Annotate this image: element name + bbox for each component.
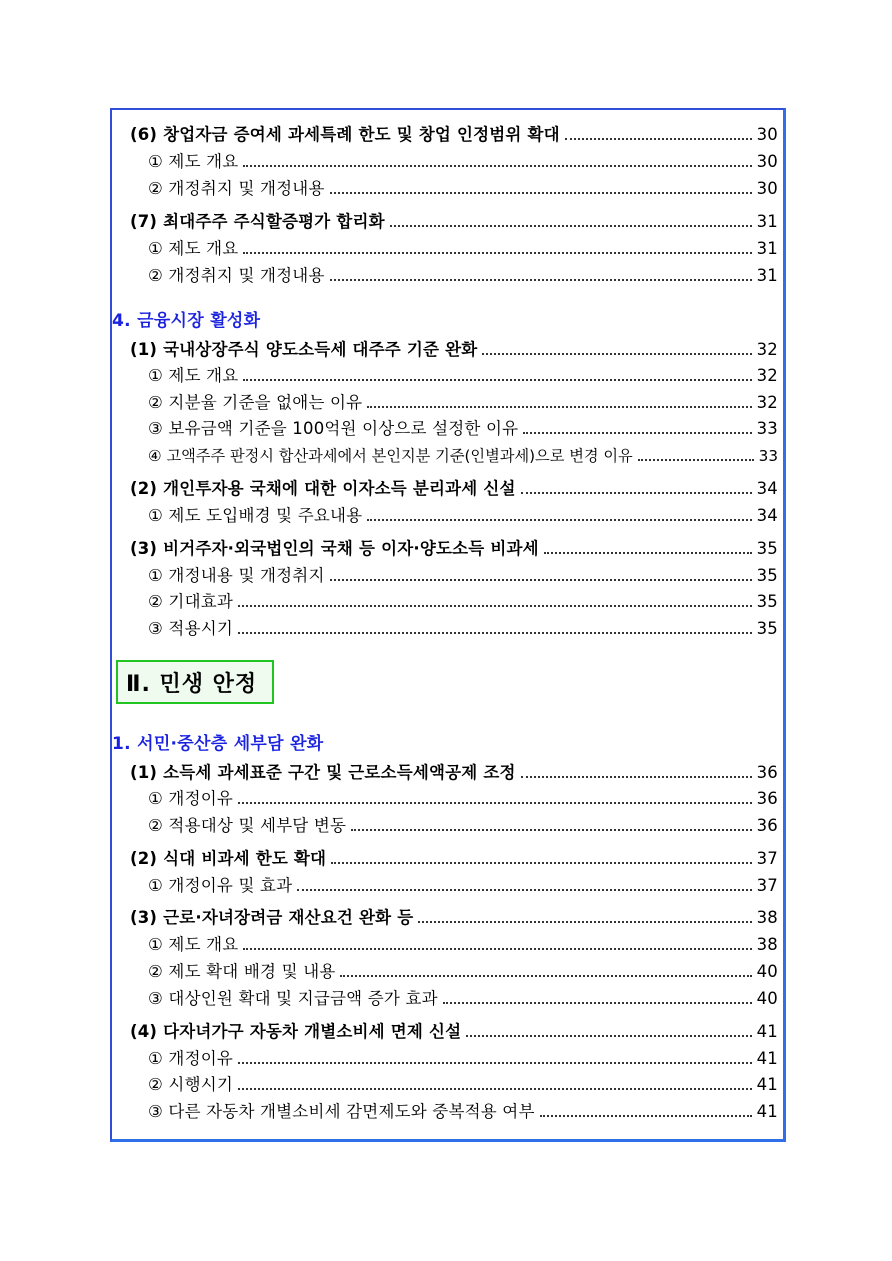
page-number: 31: [756, 212, 778, 231]
page-number: 30: [756, 152, 778, 171]
toc-subentry[interactable]: [148, 266, 778, 286]
leader-dots: [482, 353, 751, 355]
leader-dots: [367, 406, 751, 408]
toc-subentry[interactable]: [148, 446, 778, 466]
leader-dots: [238, 605, 752, 607]
toc-entry[interactable]: [130, 539, 778, 559]
leader-dots: [243, 379, 751, 381]
toc-subentry[interactable]: [148, 619, 778, 639]
page-number: 40: [756, 989, 778, 1008]
leader-dots: [351, 829, 751, 831]
toc-subentry[interactable]: [148, 239, 778, 259]
leader-dots: [521, 492, 752, 494]
entry-title: ④ 고액주주 판정시 합산과세에서 본인지분 기준(인별과세)으로 변경 이유: [148, 447, 633, 465]
toc-subentry[interactable]: [148, 179, 778, 199]
entry-title: ③ 보유금액 기준을 100억원 이상으로 설정한 이유: [148, 419, 519, 438]
entry-title: ① 제도 도입배경 및 주요내용: [148, 506, 363, 525]
page-number: 33: [758, 447, 778, 465]
entry-title: ① 제도 개요: [148, 366, 239, 385]
section-heading[interactable]: 1. 서민·중산층 세부담 완화: [112, 734, 324, 754]
entry-title: (7) 최대주주 주식할증평가 합리화: [130, 212, 385, 231]
entry-title: (4) 다자녀가구 자동차 개별소비세 면제 신설: [130, 1022, 462, 1041]
entry-title: (1) 소득세 과세표준 구간 및 근로소득세액공제 조정: [130, 763, 516, 782]
toc-subentry[interactable]: [148, 393, 778, 413]
page-number: 41: [756, 1102, 778, 1121]
page-number: 34: [756, 506, 778, 525]
entry-title: ② 기대효과: [148, 592, 233, 611]
leader-dots: [638, 459, 754, 461]
page-number: 41: [756, 1075, 778, 1094]
entry-title: ① 개정이유: [148, 1049, 233, 1068]
toc-entry[interactable]: [130, 479, 778, 499]
entry-title: ③ 적용시기: [148, 619, 233, 638]
leader-dots: [330, 279, 752, 281]
leader-dots: [521, 776, 752, 778]
toc-subentry[interactable]: [148, 876, 778, 896]
toc-entry[interactable]: [130, 125, 778, 145]
leader-dots: [340, 975, 751, 977]
toc-subentry[interactable]: [148, 506, 778, 526]
entry-title: ② 지분율 기준을 없애는 이유: [148, 393, 363, 412]
leader-dots: [418, 921, 751, 923]
page-number: 32: [756, 366, 778, 385]
entry-title: (1) 국내상장주식 양도소득세 대주주 기준 완화: [130, 340, 478, 359]
entry-title: (3) 근로·자녀장려금 재산요건 완화 등: [130, 908, 414, 927]
entry-title: ① 제도 개요: [148, 239, 239, 258]
leader-dots: [243, 948, 751, 950]
leader-dots: [297, 889, 751, 891]
entry-title: ③ 대상인원 확대 및 지급금액 증가 효과: [148, 989, 438, 1008]
entry-title: ① 제도 개요: [148, 935, 239, 954]
page-number: 36: [756, 789, 778, 808]
page-number: 37: [756, 876, 778, 895]
entry-title: ① 개정이유 및 효과: [148, 876, 293, 895]
page-number: 36: [756, 763, 778, 782]
toc-subentry[interactable]: [148, 566, 778, 586]
entry-title: (2) 개인투자용 국채에 대한 이자소득 분리과세 신설: [130, 479, 516, 498]
entry-title: ② 개정취지 및 개정내용: [148, 179, 325, 198]
page-number: 40: [756, 962, 778, 981]
entry-title: ② 제도 확대 배경 및 내용: [148, 962, 336, 981]
leader-dots: [544, 552, 752, 554]
toc-subentry[interactable]: [148, 419, 778, 439]
leader-dots: [243, 252, 751, 254]
page-number: 30: [756, 179, 778, 198]
part-heading: Ⅱ. 민생 안정: [126, 671, 258, 697]
toc-subentry[interactable]: [148, 366, 778, 386]
toc-entry[interactable]: [130, 1022, 778, 1042]
toc-entry[interactable]: [130, 908, 778, 928]
leader-dots: [540, 1115, 752, 1117]
page-number: 31: [756, 239, 778, 258]
leader-dots: [331, 862, 751, 864]
page-number: 30: [756, 125, 778, 144]
page-number: 37: [756, 849, 778, 868]
leader-dots: [367, 519, 751, 521]
page-number: 33: [756, 419, 778, 438]
leader-dots: [523, 432, 751, 434]
section-heading[interactable]: 4. 금융시장 활성화: [112, 311, 261, 331]
leader-dots: [466, 1035, 751, 1037]
leader-dots: [330, 579, 752, 581]
page-number: 35: [756, 539, 778, 558]
entry-title: (3) 비거주자·외국법인의 국채 등 이자·양도소득 비과세: [130, 539, 539, 558]
entry-title: ② 시행시기: [148, 1075, 233, 1094]
leader-dots: [330, 192, 752, 194]
page-number: 35: [756, 592, 778, 611]
toc-subentry[interactable]: [148, 1049, 778, 1069]
entry-title: ① 개정이유: [148, 789, 233, 808]
page-number: 36: [756, 816, 778, 835]
entry-title: ① 제도 개요: [148, 152, 239, 171]
toc-subentry[interactable]: [148, 152, 778, 172]
entry-title: (2) 식대 비과세 한도 확대: [130, 849, 327, 868]
page-number: 35: [756, 566, 778, 585]
toc-subentry[interactable]: [148, 962, 778, 982]
page-number: 38: [756, 908, 778, 927]
leader-dots: [243, 165, 751, 167]
page-number: 35: [756, 619, 778, 638]
leader-dots: [238, 1062, 752, 1064]
page-number: 34: [756, 479, 778, 498]
leader-dots: [443, 1002, 752, 1004]
toc-subentry[interactable]: [148, 989, 778, 1009]
entry-title: ③ 다른 자동차 개별소비세 감면제도와 중복적용 여부: [148, 1102, 535, 1121]
leader-dots: [565, 138, 752, 140]
toc-subentry[interactable]: [148, 1075, 778, 1095]
page-number: 31: [756, 266, 778, 285]
page-number: 32: [756, 340, 778, 359]
entry-title: (6) 창업자금 증여세 과세특례 한도 및 창업 인정범위 확대: [130, 125, 560, 144]
toc-entry[interactable]: [130, 849, 778, 869]
leader-dots: [238, 1088, 752, 1090]
toc-entry[interactable]: [130, 340, 778, 360]
toc-subentry[interactable]: [148, 816, 778, 836]
toc-subentry[interactable]: [148, 592, 778, 612]
leader-dots: [238, 632, 752, 634]
toc-subentry[interactable]: [148, 789, 778, 809]
page-number: 38: [756, 935, 778, 954]
part-heading-box[interactable]: [116, 660, 274, 704]
page-number: 32: [756, 393, 778, 412]
leader-dots: [238, 802, 752, 804]
page-number: 41: [756, 1049, 778, 1068]
toc-subentry[interactable]: [148, 935, 778, 955]
leader-dots: [390, 225, 752, 227]
toc-entry[interactable]: [130, 212, 778, 232]
toc-entry[interactable]: [130, 763, 778, 783]
toc-subentry[interactable]: [148, 1102, 778, 1122]
page-number: 41: [756, 1022, 778, 1041]
entry-title: ① 개정내용 및 개정취지: [148, 566, 325, 585]
entry-title: ② 적용대상 및 세부담 변동: [148, 816, 347, 835]
entry-title: ② 개정취지 및 개정내용: [148, 266, 325, 285]
